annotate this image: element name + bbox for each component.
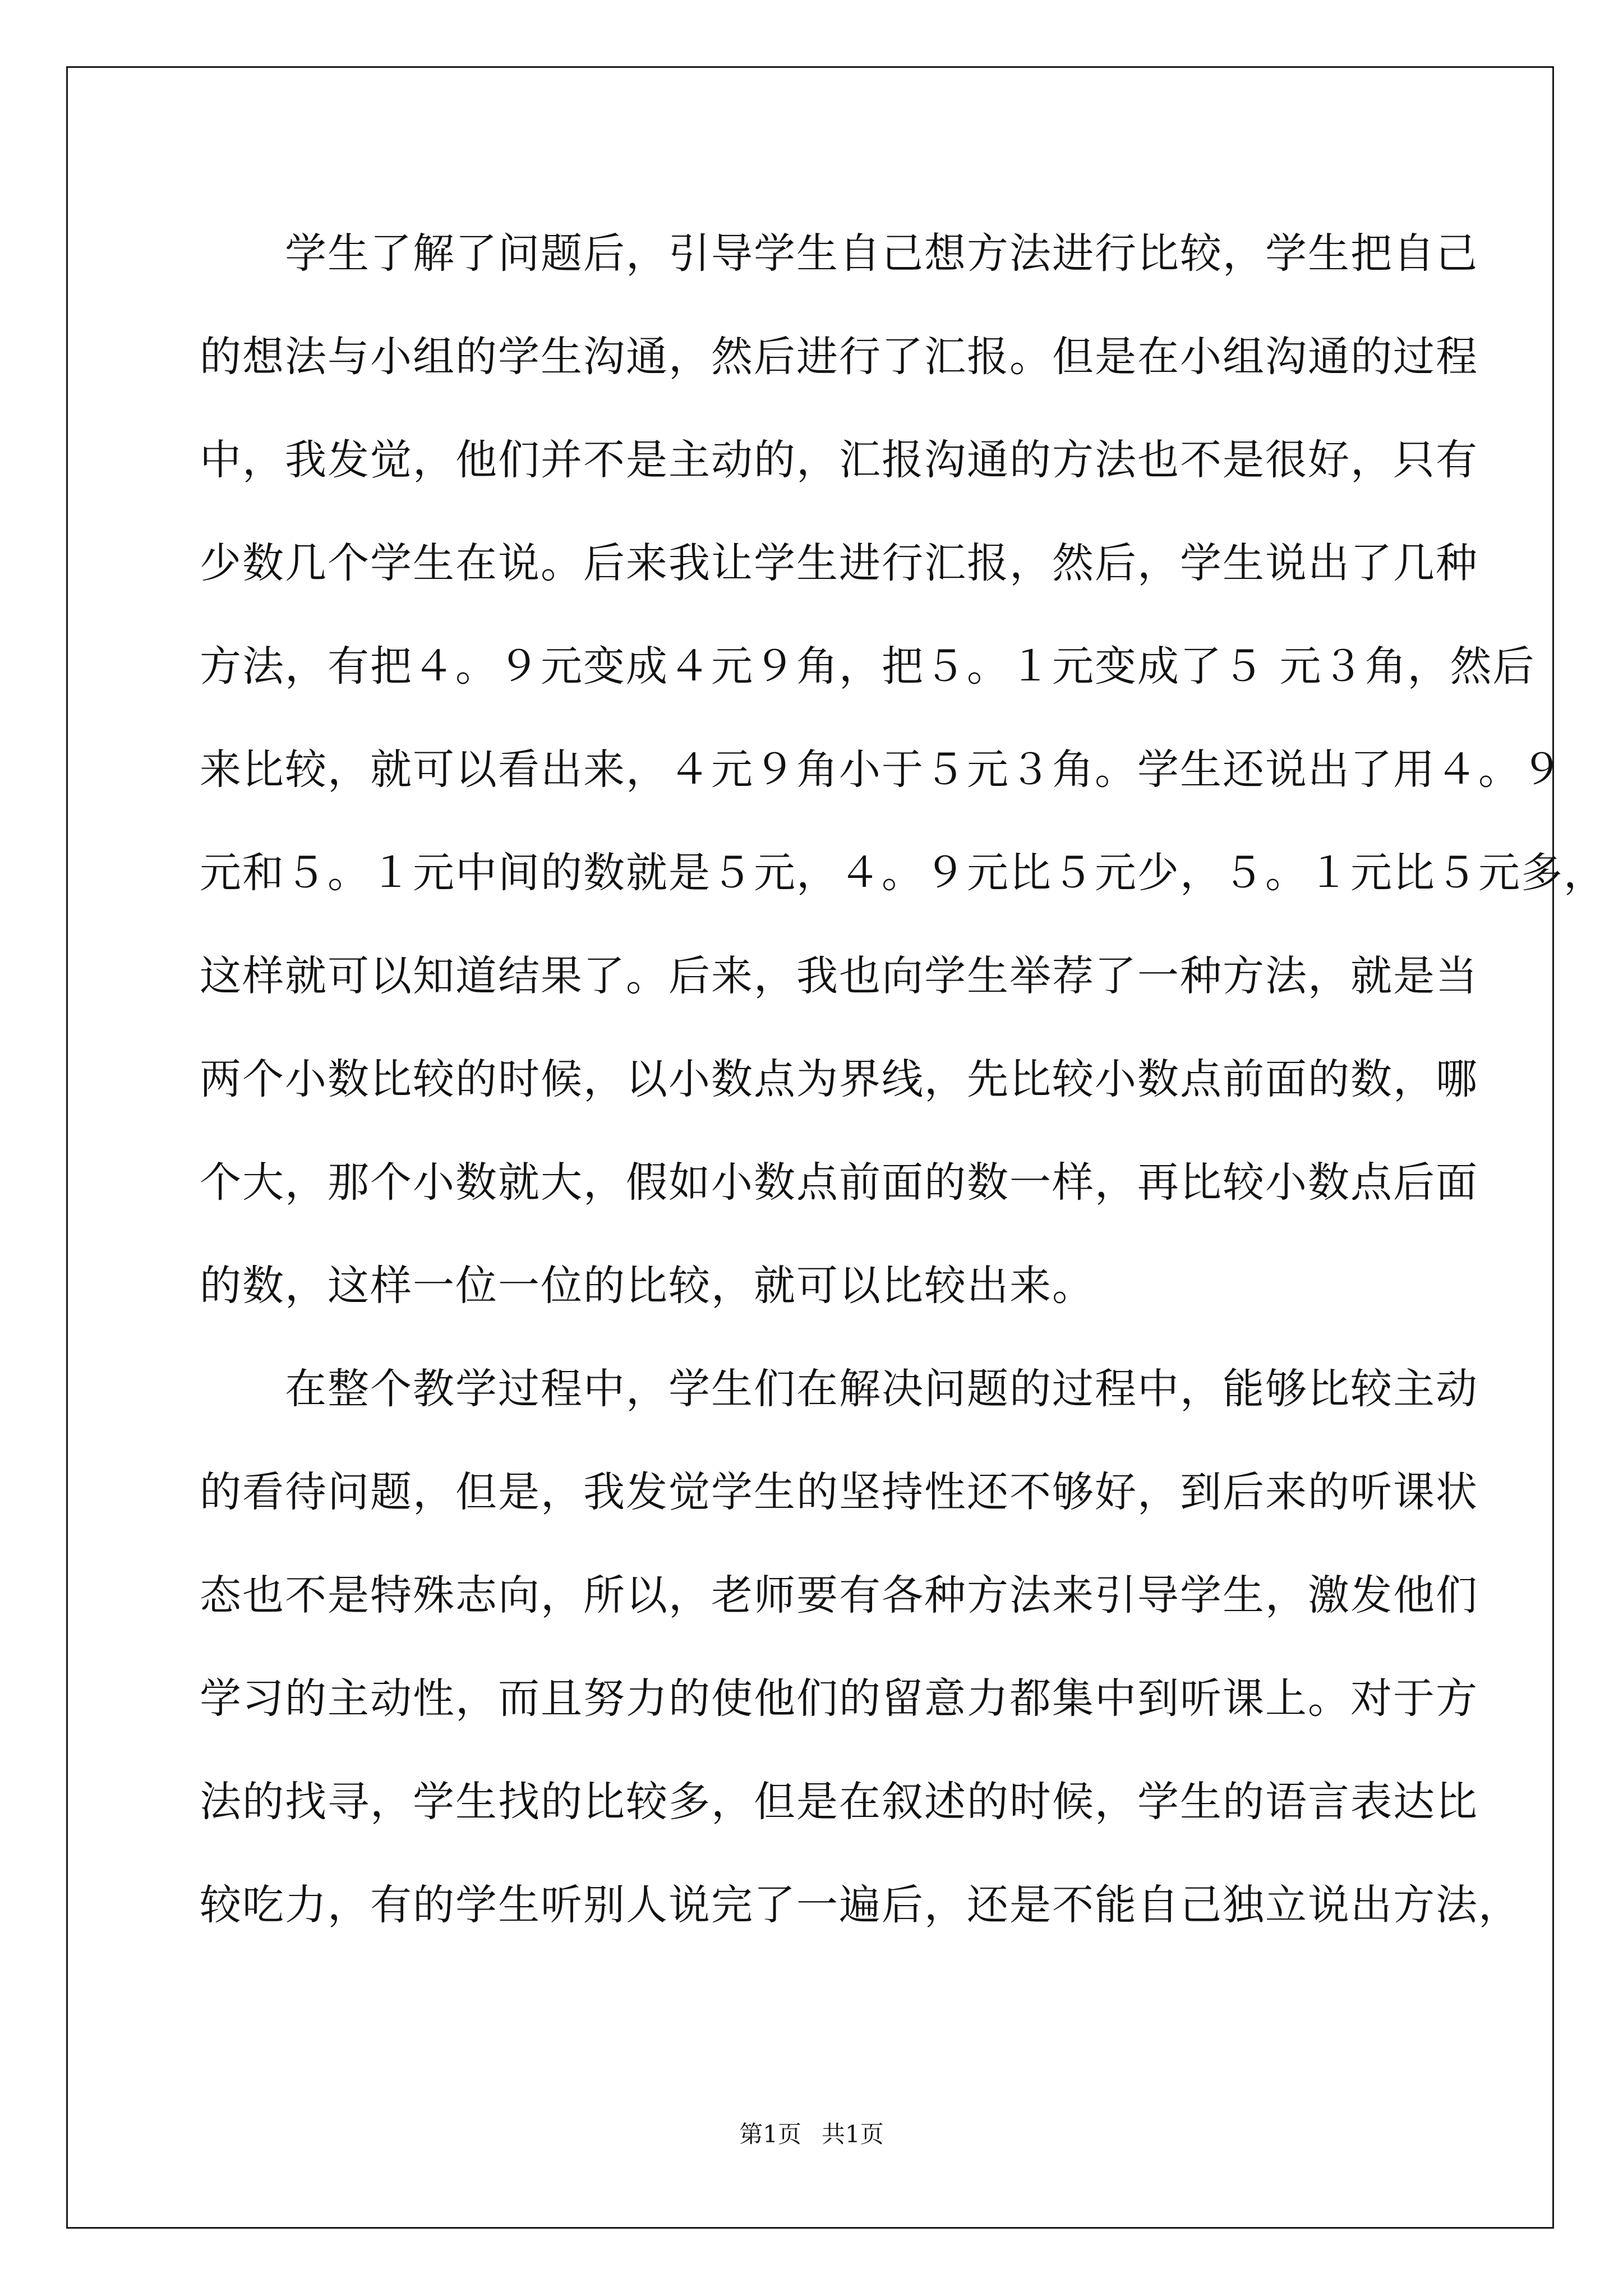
text-line: 两个小数比较的时候，以小数点为界线，先比较小数点前面的数，哪	[200, 1055, 1478, 1103]
text-line: 个大，那个小数就大，假如小数点前面的数一样，再比较小数点后面	[200, 1158, 1478, 1207]
text-line: 方法，有把４。９元变成４元９角，把５。１元变成了５ 元３角，然后	[200, 642, 1536, 691]
text-line: 的看待问题，但是，我发觉学生的坚持性还不够好，到后来的听课状	[200, 1468, 1478, 1516]
text-line: 中，我发觉，他们并不是主动的，汇报沟通的方法也不是很好，只有	[200, 436, 1478, 484]
text-line: 来比较，就可以看出来，４元９角小于５元３角。学生还说出了用４。９	[200, 746, 1564, 794]
text-line: 学生了解了问题后，引导学生自己想方法进行比较，学生把自己	[200, 229, 1478, 278]
text-line: 态也不是特殊志向，所以，老师要有各种方法来引导学生，激发他们	[200, 1571, 1478, 1619]
text-line: 较吃力，有的学生听别人说完了一遍后，还是不能自己独立说出方法，	[200, 1881, 1521, 1929]
page-footer	[0, 2118, 1623, 2151]
text-line: 少数几个学生在说。后来我让学生进行汇报，然后，学生说出了几种	[200, 539, 1478, 587]
text-line: 这样就可以知道结果了。后来，我也向学生举荐了一种方法，就是当	[200, 952, 1478, 1000]
page-total: 共1页	[822, 2120, 884, 2148]
text-line: 学习的主动性，而且努力的使他们的留意力都集中到听课上。对于方	[200, 1674, 1478, 1723]
text-line: 在整个教学过程中，学生们在解决问题的过程中，能够比较主动	[200, 1365, 1478, 1413]
text-line: 的数，这样一位一位的比较，就可以比较出来。	[200, 1262, 1095, 1310]
text-line: 的想法与小组的学生沟通，然后进行了汇报。但是在小组沟通的过程	[200, 333, 1478, 381]
text-line: 法的找寻，学生找的比较多，但是在叙述的时候，学生的语言表达比	[200, 1778, 1478, 1826]
text-line: 元和５。１元中间的数就是５元，４。９元比５元少，５。１元比５元多，	[200, 849, 1606, 897]
page-number: 第1页	[739, 2120, 801, 2148]
document-body	[200, 214, 1606, 1969]
